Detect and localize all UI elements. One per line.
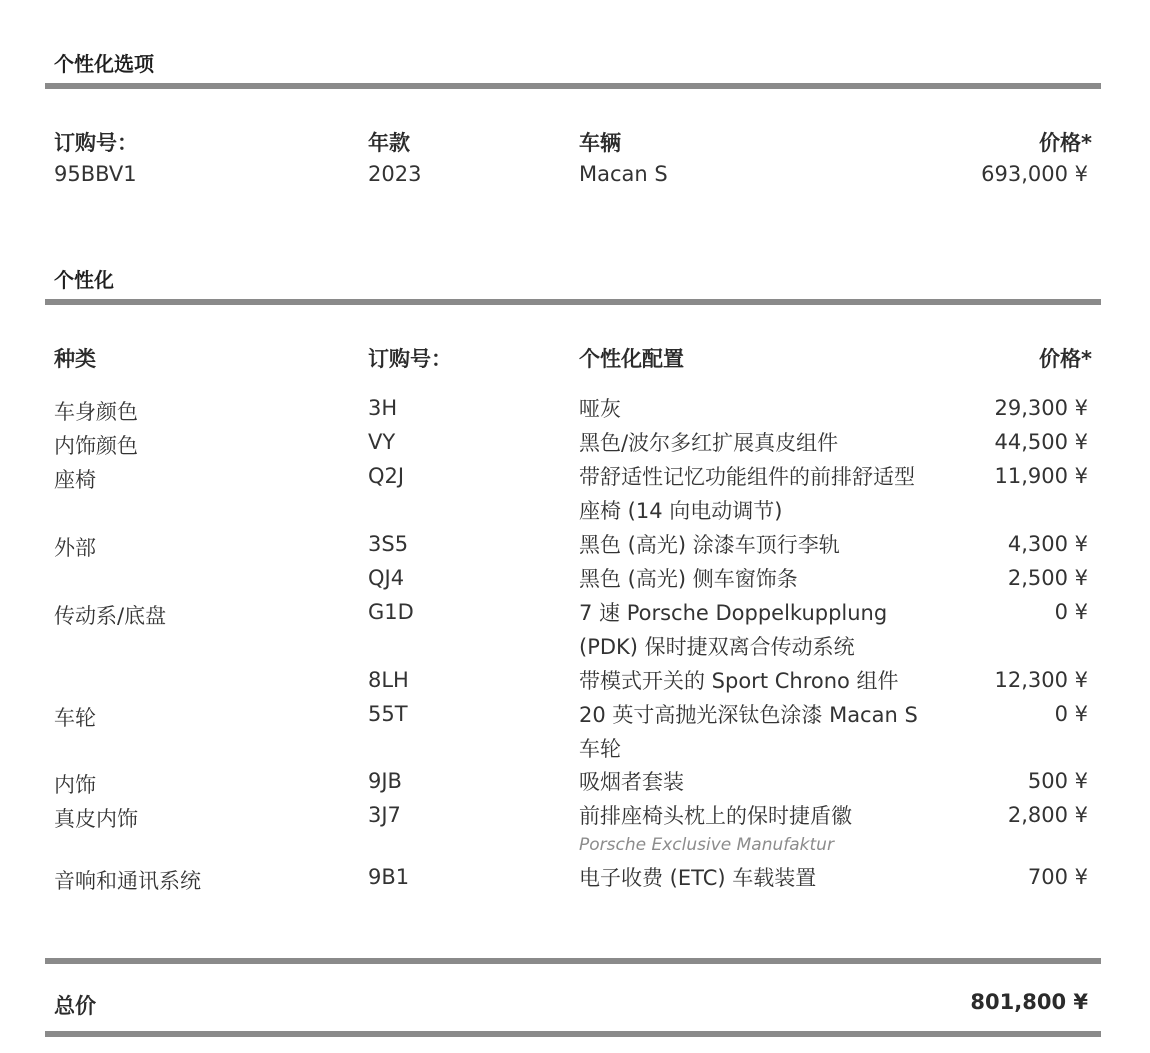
row-price: 11,900 ¥: [994, 464, 1088, 488]
row-config: 前排座椅头枕上的保时捷盾徽: [579, 804, 852, 828]
summary-year: 2023: [368, 162, 422, 186]
summary-price: 693,000 ¥: [981, 162, 1088, 186]
row-config: 黑色 (高光) 涂漆车顶行李轨: [579, 533, 840, 557]
personalization-divider: [45, 299, 1101, 305]
row-category: 内饰颜色: [54, 434, 138, 458]
row-category: 传动系/底盘: [54, 604, 167, 628]
row-config: 黑色/波尔多红扩展真皮组件: [579, 431, 839, 455]
table-order-no-header: 订购号：: [368, 347, 452, 371]
total-value: 801,800 ¥: [970, 990, 1088, 1014]
options-section-title: 个性化选项: [54, 52, 154, 76]
row-price: 0 ¥: [1054, 702, 1088, 726]
total-label: 总价: [54, 994, 96, 1018]
row-category: 车身颜色: [54, 400, 138, 424]
row-code: 55T: [368, 702, 408, 726]
row-category: 车轮: [54, 706, 96, 730]
row-code: 9B1: [368, 865, 410, 889]
table-category-header: 种类: [54, 347, 96, 371]
row-price: 4,300 ¥: [1007, 532, 1088, 556]
summary-order-no-header: 订购号：: [54, 131, 138, 155]
row-config: 带模式开关的 Sport Chrono 组件: [579, 669, 899, 693]
row-code: 3S5: [368, 532, 409, 556]
row-category: 音响和通讯系统: [54, 869, 201, 893]
row-category: 真皮内饰: [54, 807, 138, 831]
table-config-header: 个性化配置: [579, 347, 684, 371]
row-code: Q2J: [368, 464, 405, 488]
row-code: VY: [368, 430, 396, 454]
row-config: 电子收费 (ETC) 车载装置: [579, 866, 817, 890]
row-config: 7 速 Porsche Doppelkupplung (PDK) 保时捷双离合传动系统: [579, 601, 888, 659]
row-price: 12,300 ¥: [994, 668, 1088, 692]
summary-vehicle: Macan S: [579, 162, 668, 186]
options-divider: [45, 83, 1101, 89]
summary-year-header: 年款: [368, 131, 410, 155]
summary-price-header: 价格*: [1039, 131, 1092, 155]
row-config: 带舒适性记忆功能组件的前排舒适型座椅 (14 向电动调节): [579, 465, 915, 523]
row-code: 3J7: [368, 803, 401, 827]
row-config: 吸烟者套装: [579, 770, 684, 794]
row-price: 500 ¥: [1027, 769, 1088, 793]
row-price: 2,500 ¥: [1007, 566, 1088, 590]
row-note: Porsche Exclusive Manufaktur: [579, 835, 834, 855]
row-category: 座椅: [54, 468, 96, 492]
summary-order-no: 95BBV1: [54, 162, 137, 186]
row-price: 700 ¥: [1027, 865, 1088, 889]
table-price-header: 价格*: [1039, 347, 1092, 371]
row-price: 29,300 ¥: [994, 396, 1088, 420]
row-price: 44,500 ¥: [994, 430, 1088, 454]
row-code: 8LH: [368, 668, 409, 692]
row-code: G1D: [368, 600, 414, 624]
row-config: 黑色 (高光) 侧车窗饰条: [579, 567, 798, 591]
total-top-divider: [45, 958, 1101, 964]
summary-vehicle-header: 车辆: [579, 131, 621, 155]
total-bottom-divider: [45, 1031, 1101, 1037]
row-price: 0 ¥: [1054, 600, 1088, 624]
row-category: 内饰: [54, 773, 96, 797]
row-category: 外部: [54, 536, 96, 560]
personalization-section-title: 个性化: [54, 268, 114, 292]
row-config: 哑灰: [579, 397, 621, 421]
row-code: QJ4: [368, 566, 405, 590]
row-price: 2,800 ¥: [1007, 803, 1088, 827]
row-code: 3H: [368, 396, 398, 420]
row-config: 20 英寸高抛光深钛色涂漆 Macan S 车轮: [579, 703, 918, 761]
row-code: 9JB: [368, 769, 402, 793]
